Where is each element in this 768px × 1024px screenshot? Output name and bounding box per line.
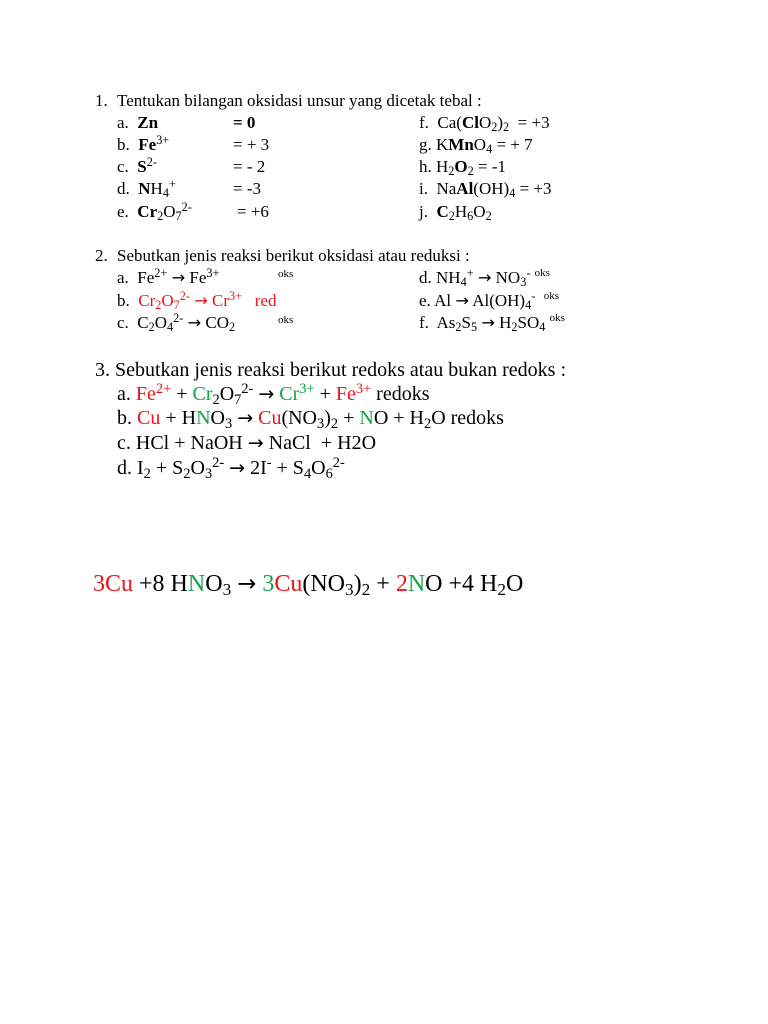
q1-item-h: h. $H_2O_2 = -1$ xyxy=(419,157,507,179)
q3-item-c: c. HCl + NaOH → NaCl + H2O xyxy=(117,432,377,454)
q1-item-d-value: = -3 xyxy=(233,179,261,198)
q1-item-f: f. $Ca(ClO_2)_2 = +3$ xyxy=(419,113,550,135)
q1-item-b: b. $Fe^{3+}$ xyxy=(117,132,170,154)
arrow-icon: → xyxy=(247,432,264,454)
q1-item-i: i. $NaAl(OH)_4 = +3$ xyxy=(419,179,552,201)
q3-item-b: b. $Cu + HNO_3 \to Cu(NO_3)_2$ + NO + $H_2O$ redoks xyxy=(117,407,504,432)
arrow-icon: → xyxy=(171,268,186,287)
arrow-icon: → xyxy=(477,268,492,287)
q1-item-b-value: = + 3 xyxy=(233,135,270,154)
q2-item-f: f. $As_2S_5 \to H_2SO_4$ $^{oks}$ xyxy=(419,312,565,335)
arrow-icon: → xyxy=(481,313,495,332)
q1-item-e-value: = +6 xyxy=(237,202,269,221)
q2-item-c-answer: oks xyxy=(278,314,294,326)
q1-heading: 1. Tentukan bilangan oksidasi unsur yang dicetak tebal : xyxy=(95,91,482,110)
q3-heading: 3. Sebutkan jenis reaksi berikut redoks atau bukan redoks : xyxy=(95,359,566,381)
q2-item-e: e. $Al \to Al(OH)_4^-$ $^{oks}$ xyxy=(419,288,560,313)
arrow-icon: → xyxy=(194,291,208,310)
balanced-equation: 3Cu +8 $HNO_3 \to 3Cu(NO_3)_2 + 2NO +4$ $H_2O$ xyxy=(93,571,524,600)
q3-item-d: d. $I_2 + S_2O_3^{2-} \to 2I^- + S_4O_6^{2-}$ xyxy=(117,454,345,482)
q2-heading: 2. Sebutkan jenis reaksi berikut oksidasi atau reduksi : xyxy=(95,246,470,265)
q2-item-d: d. $NH_4^+ \to NO_3^-$ $^{oks}$ xyxy=(419,265,550,290)
q2-item-c: c. $C_2O_4^{2-} \to CO_2$ xyxy=(117,310,236,335)
arrow-icon: → xyxy=(229,457,246,479)
q2-item-a: a. $Fe^{2+} \to Fe^{3+}$ xyxy=(117,265,220,287)
q1-item-e: e. $Cr_2O_7^{2-}$ xyxy=(117,199,192,224)
q1-item-a: a. Zn xyxy=(117,113,159,132)
q1-item-d: d. $NH_4^+$ xyxy=(117,176,176,201)
q1-item-g: g. KMnO$_4$ = + 7 xyxy=(419,135,533,157)
q3-item-a: a. $Fe^{2+} + Cr_2O_7^{2-} \to Cr^{3+} + Fe^{3+}$ redoks xyxy=(117,380,430,408)
arrow-icon: → xyxy=(187,313,202,332)
q1-item-a-value: = 0 xyxy=(233,113,256,132)
arrow-icon: → xyxy=(237,571,257,597)
arrow-icon: → xyxy=(455,291,469,310)
q1-item-j: j. $C_2H_6O_2$ xyxy=(419,202,492,224)
arrow-icon: → xyxy=(237,407,254,429)
q1-item-c: c. $S^{2-}$ xyxy=(117,154,157,176)
arrow-icon: → xyxy=(258,383,275,405)
q2-item-a-answer: oks xyxy=(278,268,294,280)
q1-item-c-value: = - 2 xyxy=(233,157,266,176)
q2-item-b: b. $Cr_2O_7^{2-} \to Cr^{3+}$ red xyxy=(117,288,277,313)
